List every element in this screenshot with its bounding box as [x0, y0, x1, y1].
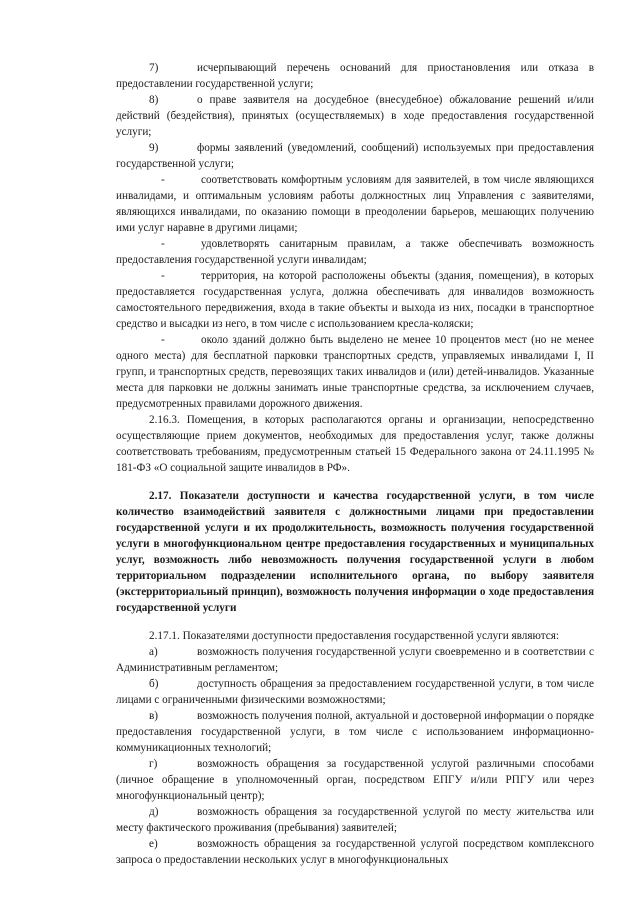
dash-item-text: удовлетворять санитарным правилам, а также обеспечивать возможность предоставления государственной услуги инвалидам; [116, 238, 594, 266]
list-marker: в) [149, 710, 159, 722]
list-item-a [116, 644, 594, 676]
paragraph-2-17-1: 2.17.1. Показателями доступности предоставления государственной услуги являются: [149, 630, 559, 642]
list-item-8 [116, 92, 594, 140]
dash-marker: - [161, 174, 165, 186]
dash-item-territory [116, 268, 594, 332]
dash-item-text: территория, на которой расположены объекты (здания, помещения), в которых предоставляется государственная услуга, должна обеспечивать для инвалидов возможность самостоятельного передвижения, входа в такие объекты и выхода из них, посадки в транспортное средство и высадки из него, в том числе с использованием кресла-коляски; [116, 270, 594, 330]
list-item-7 [116, 60, 594, 92]
page-content [116, 60, 594, 868]
dash-item-text: около зданий должно быть выделено не менее 10 процентов мест (но не менее одного места) для бесплатной парковки транспортных средств, управляемых инвалидами I, II групп, и транспортных средств, перевозящих таких инвалидов и (или) детей-инвалидов. Указанные места для парковки не должны занимать иные транспортные средства, за исключением случаев, предусмотренных правилами дорожного движения. [116, 334, 594, 410]
dash-item-text: соответствовать комфортным условиям для заявителей, в том числе являющихся инвалидами, и оптимальным условиям работы должностных лиц Управления с заявителями, являющихся инвалидами, по оказанию помощи в преодолении барьеров, мешающих получению ими услуг наравне в другими лицами; [116, 174, 594, 234]
dash-item-parking [116, 332, 594, 412]
list-item-text: возможность обращения за государственной услугой по месту жительства или месту фактического проживания (пребывания) заявителей; [116, 806, 594, 834]
list-item-text: возможность обращения за государственной услугой различными способами (личное обращение в уполномоченный орган, посредством ЕПГУ и/или РПГУ или через многофункциональный центр); [116, 758, 594, 802]
list-item-text: доступность обращения за предоставлением государственной услуги, в том числе лицами с ограниченными физическими возможностями; [116, 678, 594, 706]
list-marker: 9) [149, 142, 159, 154]
list-marker: 8) [149, 94, 159, 106]
list-marker: г) [149, 758, 158, 770]
dash-marker: - [161, 270, 165, 282]
list-marker: а) [149, 646, 158, 658]
list-item-text: исчерпывающий перечень оснований для приостановления или отказа в предоставлении государственной услуги; [116, 62, 594, 90]
list-item-v [116, 708, 594, 756]
list-item-g [116, 756, 594, 804]
section-heading-2-17: 2.17. Показатели доступности и качества государственной услуги, в том числе количество взаимодействий заявителя с должностными лицами при предоставлении государственной услуги и их продолжительность, возможность получения государственной услуги в многофункциональном центре предоставления государственных и муниципальных услуг, возможность либо невозможность получения государственной услуги в любом территориальном подразделении исполнительного органа, по выбору заявителя (экстерриториальный принцип), возможность получения информации о ходе предоставления государственной услуги [116, 490, 594, 614]
list-marker: е) [149, 838, 158, 850]
list-item-text: о праве заявителя на досудебное (внесудебное) обжалование решений и/или действий (бездействия), принятых (осуществляемых) в ходе предоставления государственной услуги; [116, 94, 594, 138]
paragraph-2-16-3: 2.16.3. Помещения, в которых располагаются органы и организации, непосредственно осуществляющие прием документов, необходимых для предоставления услуг, также должны соответствовать требованиям, предусмотренным статьей 15 Федерального закона от 24.11.1995 № 181-ФЗ «О социальной защите инвалидов в РФ». [116, 414, 594, 474]
dash-marker: - [161, 334, 165, 346]
list-item-b [116, 676, 594, 708]
dash-item-comfort [116, 172, 594, 236]
list-item-d [116, 804, 594, 836]
list-item-text: формы заявлений (уведомлений, сообщений) используемых при предоставления государственной услуги; [116, 142, 594, 170]
dash-item-sanitary [116, 236, 594, 268]
list-item-text: возможность получения полной, актуальной и достоверной информации о порядке предоставления государственной услуги, в том числе с использованием информационно-коммуникационных технологий; [116, 710, 594, 754]
list-marker: б) [149, 678, 159, 690]
dash-marker: - [161, 238, 165, 250]
list-marker: 7) [149, 62, 159, 74]
list-item-e [116, 836, 594, 868]
list-item-text: возможность получения государственной услуги своевременно и в соответствии с Административным регламентом; [116, 646, 594, 674]
list-item-9 [116, 140, 594, 172]
list-marker: д) [149, 806, 159, 818]
spacer [116, 476, 594, 488]
spacer [116, 616, 594, 628]
list-item-text: возможность обращения за государственной услугой посредством комплексного запроса о предоставлении нескольких услуг в многофункциональных [116, 838, 594, 866]
